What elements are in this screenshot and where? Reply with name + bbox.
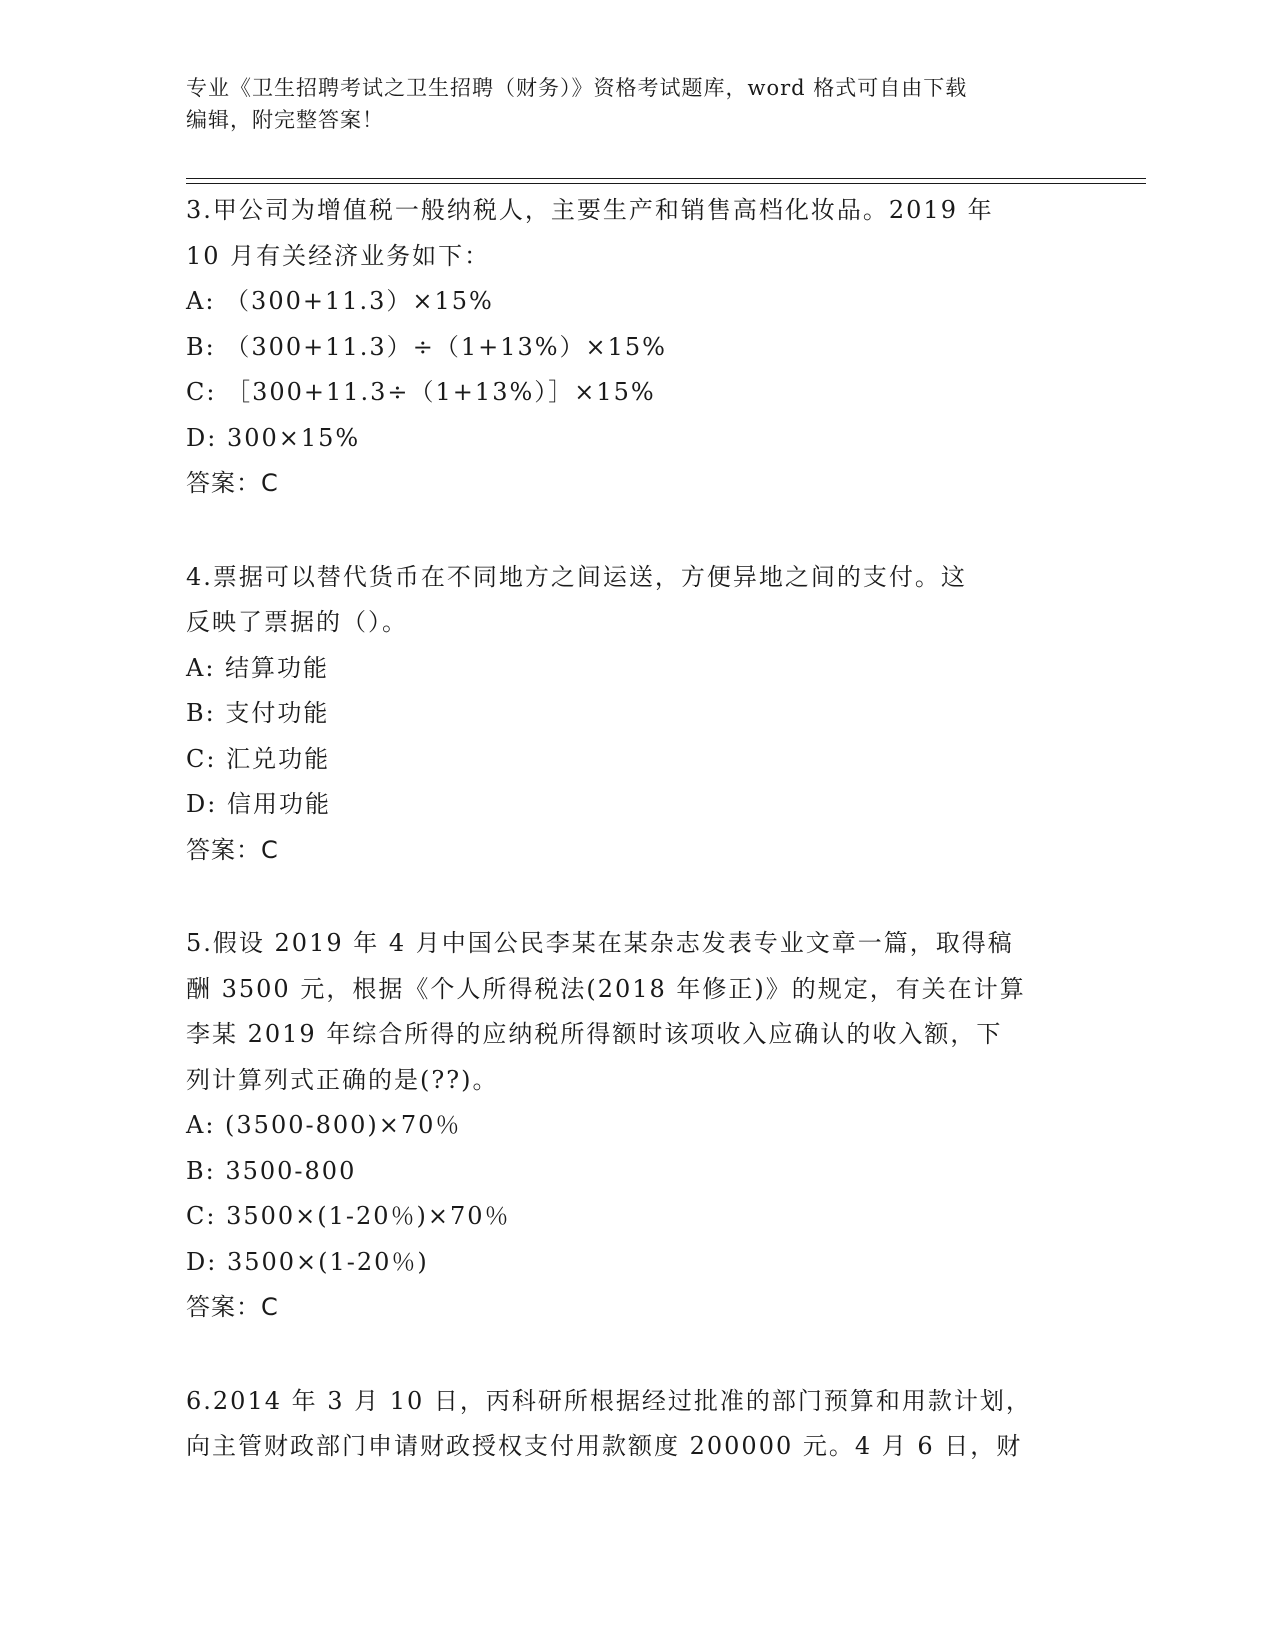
answer: 答案：C (186, 469, 279, 497)
option-c: C: ［300+11.3÷（1+13%）］×15% (186, 378, 656, 406)
question-stem-line: 列计算列式正确的是(??)。 (186, 1065, 499, 1094)
answer: 答案：C (186, 1293, 279, 1321)
option-a: A: （300+11.3）×15% (186, 287, 494, 315)
header-line-2: 编辑，附完整答案！ (186, 108, 384, 132)
option-b: B: 支付功能 (186, 699, 330, 727)
document-header (186, 72, 1086, 136)
question-5 (186, 921, 1086, 1331)
question-stem-line: 10 月有关经济业务如下： (186, 241, 491, 270)
question-stem-line: 向主管财政部门申请财政授权支付用款额度 200000 元。4 月 6 日，财 (186, 1432, 1023, 1460)
question-3 (186, 188, 1086, 507)
question-stem-line: 酬 3500 元，根据《个人所得税法(2018 年修正)》的规定，有关在计算 (186, 974, 1026, 1003)
option-c: C: 汇兑功能 (186, 744, 331, 773)
option-d: D: 300×15% (186, 423, 361, 452)
header-divider-top (186, 178, 1146, 179)
answer: 答案：C (186, 835, 279, 864)
option-a: A: 结算功能 (186, 653, 330, 682)
question-6 (186, 1379, 1086, 1470)
option-c: C: 3500×(1-20％)×70％ (186, 1202, 511, 1230)
question-stem-line: 反映了票据的（）。 (186, 608, 408, 636)
option-d: D: 3500×(1-20％) (186, 1247, 429, 1276)
question-list (186, 188, 1086, 1518)
header-line-1: 专业《卫生招聘考试之卫生招聘（财务）》资格考试题库，word 格式可自由下载 (186, 76, 968, 100)
question-stem-line: 6.2014 年 3 月 10 日，丙科研所根据经过批准的部门预算和用款计划， (186, 1386, 1032, 1415)
option-a: A: (3500-800)×70％ (186, 1111, 462, 1139)
question-stem-line: 4.票据可以替代货币在不同地方之间运送，方便异地之间的支付。这 (186, 562, 967, 591)
header-divider-bottom (186, 183, 1146, 184)
question-stem-line: 5.假设 2019 年 4 月中国公民李某在某杂志发表专业文章一篇，取得稿 (186, 929, 1014, 957)
question-stem-line: 李某 2019 年综合所得的应纳税所得额时该项收入应确认的收入额，下 (186, 1020, 1003, 1048)
question-4 (186, 555, 1086, 874)
option-b: B: （300+11.3）÷（1+13%）×15% (186, 332, 667, 361)
question-stem-line: 3.甲公司为增值税一般纳税人，主要生产和销售高档化妆品。2019 年 (186, 196, 994, 224)
option-b: B: 3500-800 (186, 1156, 357, 1185)
option-d: D: 信用功能 (186, 790, 331, 818)
